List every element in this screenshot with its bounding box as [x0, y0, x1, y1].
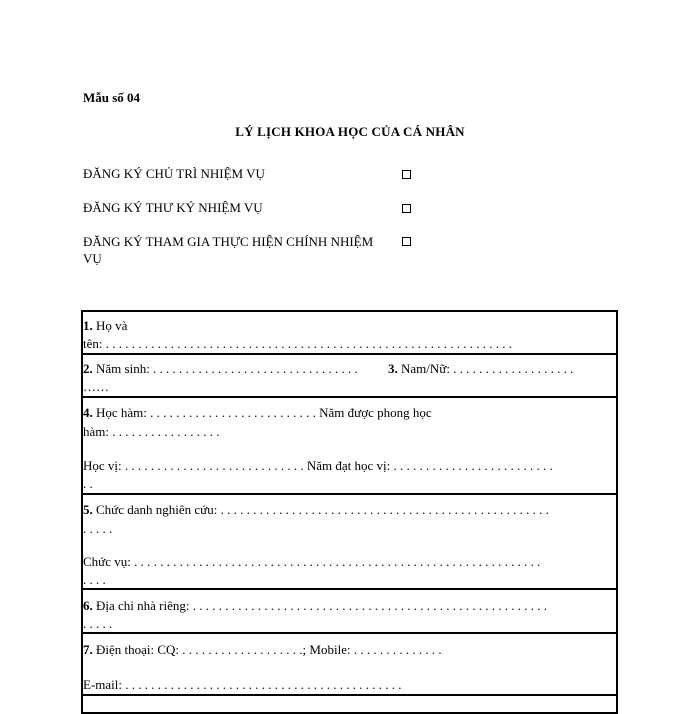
document-title: LÝ LỊCH KHOA HỌC CỦA CÁ NHÂN — [235, 124, 465, 139]
registration-option-secretary: ĐĂNG KÝ THƯ KÝ NHIỆM VỤ — [83, 200, 263, 215]
field-birth-year[interactable] — [83, 361, 358, 377]
row-divider — [81, 632, 618, 634]
field-label: Họ và — [96, 318, 128, 333]
field-label: Nam/Nữ: . . . . . . . . . . . . . . . . . . . — [401, 361, 574, 376]
academic-title-continuation: hàm: . . . . . . . . . . . . . . . . . — [83, 424, 220, 439]
field-academic-title[interactable] — [83, 405, 432, 421]
field-number: 1. — [83, 318, 93, 333]
research-title-continuation: . . . . . — [83, 521, 113, 536]
row-divider — [81, 353, 618, 355]
checkbox-participant[interactable] — [402, 237, 411, 246]
registration-option-participant: ĐĂNG KÝ THAM GIA THỰC HIỆN CHÍNH NHIỆM VỤ — [83, 234, 374, 266]
degree-continuation: . . — [83, 476, 93, 491]
field-full-name — [83, 318, 127, 334]
position-continuation: . . . . — [83, 572, 106, 587]
birth-year-continuation: …… — [83, 379, 109, 394]
row-divider — [81, 396, 618, 398]
registration-option-chair: ĐĂNG KÝ CHỦ TRÌ NHIỆM VỤ — [83, 166, 265, 181]
checkbox-secretary[interactable] — [402, 204, 411, 213]
home-address-continuation: . . . . . — [83, 616, 113, 631]
field-number: 6. — [83, 598, 93, 613]
field-phone[interactable] — [83, 642, 442, 658]
field-number: 7. — [83, 642, 93, 657]
field-home-address[interactable] — [83, 598, 547, 614]
field-label: Chức danh nghiên cứu: . . . . . . . . . . . . . . . . . . . . . . . . . . . . . . . . . . . . . . . . . . . . . . . . . . . — [96, 502, 549, 517]
field-label: Điện thoại: CQ: . . . . . . . . . . . . . . . . . . .; Mobile: . . . . . . . . . . . . . . — [96, 642, 442, 657]
checkbox-chair[interactable] — [402, 170, 411, 179]
field-number: 5. — [83, 502, 93, 517]
field-degree[interactable]: Học vị: . . . . . . . . . . . . . . . . . . . . . . . . . . . . Năm đạt học vị: . . . . . . . . . . . . . . . . . . . . . . . . . — [83, 458, 553, 473]
field-label: Địa chỉ nhà riêng: . . . . . . . . . . . . . . . . . . . . . . . . . . . . . . . . . . . . . . . . . . . . . . . . . . . . . . . — [96, 598, 547, 613]
row-divider — [81, 493, 618, 495]
field-label: Năm sinh: . . . . . . . . . . . . . . . . . . . . . . . . . . . . . . . . — [96, 361, 358, 376]
full-name-input-line[interactable]: tên: . . . . . . . . . . . . . . . . . . . . . . . . . . . . . . . . . . . . . . . . . . . . . . . . . . . . . . . . . . . . . . . — [83, 336, 512, 351]
field-research-title[interactable] — [83, 502, 549, 518]
form-number: Mẫu số 04 — [83, 90, 141, 105]
field-position[interactable]: Chức vụ: . . . . . . . . . . . . . . . . . . . . . . . . . . . . . . . . . . . . . . . . . . . . . . . . . . . . . . . . . . . . . . . — [83, 554, 541, 569]
row-divider — [81, 588, 618, 590]
field-number: 4. — [83, 405, 93, 420]
row-divider — [81, 694, 618, 696]
field-label: Học hàm: . . . . . . . . . . . . . . . . . . . . . . . . . . Năm được phong học — [96, 405, 432, 420]
field-number: 2. — [83, 361, 93, 376]
field-gender[interactable] — [388, 361, 573, 377]
field-number: 3. — [388, 361, 398, 376]
field-email[interactable]: E-mail: . . . . . . . . . . . . . . . . . . . . . . . . . . . . . . . . . . . . . . . . . . . — [83, 677, 402, 692]
